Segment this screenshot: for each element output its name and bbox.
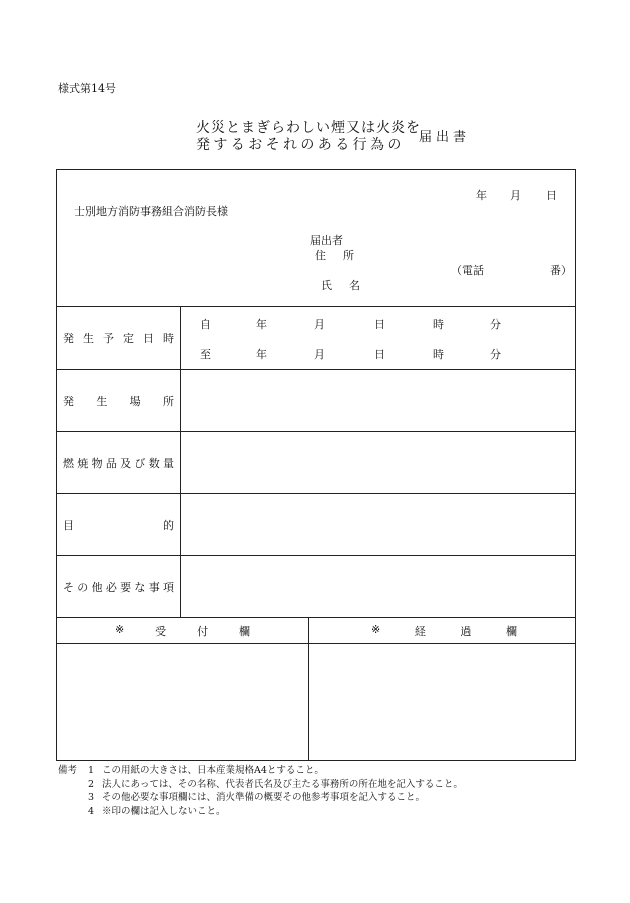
note-item: 3 その他必要な事項欄には、消火準備の概要その他参考事項を記入すること。 [88, 792, 426, 803]
form-number: 様式第14号 [58, 82, 116, 95]
location-value[interactable] [181, 370, 576, 432]
date-day-label: 日 [546, 189, 557, 202]
notes-label: 備考 [58, 765, 78, 776]
schedule-value[interactable]: 自 年 月 日 時 分 至 年 月 日 時 分 [181, 307, 576, 370]
note-item: 備考 1 この用紙の大きさは、日本産業規格A4とすること。 [58, 765, 324, 776]
notification-form [56, 169, 576, 761]
date-month-label: 月 [510, 189, 521, 202]
progress-header: ※ 経 過 欄 [309, 618, 576, 644]
notes [58, 764, 463, 818]
header-block [57, 170, 576, 307]
materials-value[interactable] [181, 432, 576, 494]
other-label: そ の 他 必 要 な 事 項 [57, 556, 181, 618]
progress-box [309, 644, 576, 761]
addressee: 士別地方消防事務組合消防長様 [74, 205, 228, 218]
materials-label: 燃 焼 物 品 及 び 数 量 [57, 432, 181, 494]
schedule-label: 発 生 予 定 日 時 [57, 307, 181, 370]
date-year-label: 年 [476, 189, 487, 202]
notifier-label: 届出者 [310, 234, 343, 247]
phone-open: （電話 [451, 264, 484, 277]
note-item: 2 法人にあっては、その名称、代表者氏名及び主たる事務所の所在地を記入すること。 [88, 778, 463, 790]
phone-close: 番） [550, 264, 572, 277]
title-line-2: 発するおそれのある行為の [196, 137, 405, 153]
title-line-1: 火災とまぎらわしい煙又は火炎を [196, 120, 421, 136]
purpose-label: 目 的 [57, 494, 181, 556]
reception-header: ※ 受 付 欄 [57, 618, 309, 644]
name-label-1: 氏 [321, 279, 332, 292]
title-suffix: 届出書 [419, 130, 471, 145]
note-item: 4 ※印の欄は記入しないこと。 [88, 805, 226, 817]
reception-box [57, 644, 309, 761]
location-label: 発 生 場 所 [57, 370, 181, 432]
address-label-2: 所 [343, 249, 354, 262]
name-label-2: 名 [349, 279, 360, 292]
other-value[interactable] [181, 556, 576, 618]
address-label-1: 住 [315, 249, 326, 262]
purpose-value[interactable] [181, 494, 576, 556]
